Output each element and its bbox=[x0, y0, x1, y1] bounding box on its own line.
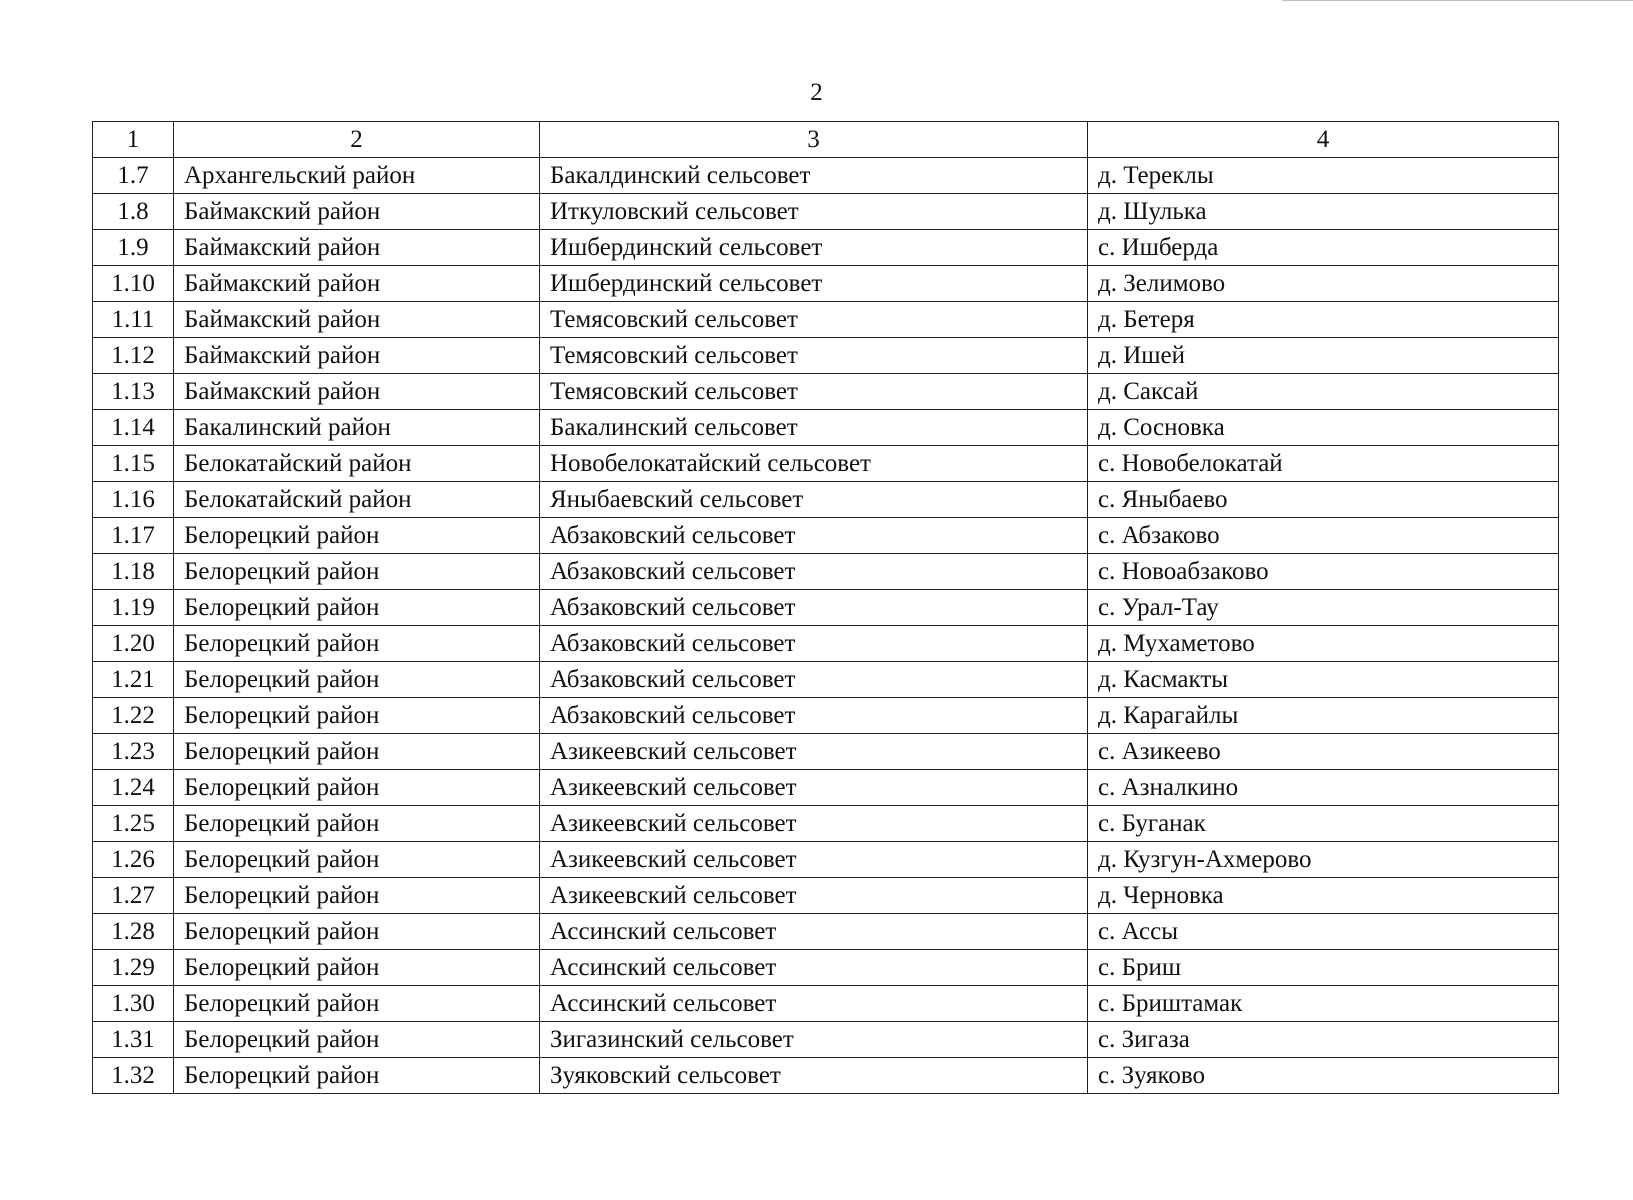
table-row bbox=[93, 518, 1559, 554]
header-cell-4: 4 bbox=[1088, 122, 1559, 158]
settlement-cell: д. Ишей bbox=[1088, 338, 1559, 374]
table-row bbox=[93, 266, 1559, 302]
table-row bbox=[93, 482, 1559, 518]
table-body bbox=[93, 158, 1559, 1094]
council-cell: Ассинский сельсовет bbox=[540, 950, 1088, 986]
table-row bbox=[93, 842, 1559, 878]
table-row bbox=[93, 770, 1559, 806]
row-number-cell: 1.17 bbox=[93, 518, 174, 554]
settlement-cell: д. Сосновка bbox=[1088, 410, 1559, 446]
row-number-cell: 1.31 bbox=[93, 1022, 174, 1058]
council-cell: Азикеевский сельсовет bbox=[540, 770, 1088, 806]
row-number-cell: 1.12 bbox=[93, 338, 174, 374]
district-cell: Белорецкий район bbox=[174, 950, 540, 986]
district-cell: Белокатайский район bbox=[174, 482, 540, 518]
district-cell: Баймакский район bbox=[174, 194, 540, 230]
row-number-cell: 1.30 bbox=[93, 986, 174, 1022]
council-cell: Новобелокатайский сельсовет bbox=[540, 446, 1088, 482]
row-number-cell: 1.9 bbox=[93, 230, 174, 266]
table-row bbox=[93, 554, 1559, 590]
table-row bbox=[93, 734, 1559, 770]
table-row bbox=[93, 230, 1559, 266]
table-row bbox=[93, 662, 1559, 698]
page-number: 2 bbox=[810, 79, 823, 106]
district-cell: Архангельский район bbox=[174, 158, 540, 194]
district-cell: Баймакский район bbox=[174, 230, 540, 266]
district-cell: Баймакский район bbox=[174, 374, 540, 410]
district-cell: Белорецкий район bbox=[174, 1058, 540, 1094]
table-header bbox=[93, 122, 1559, 158]
district-cell: Белокатайский район bbox=[174, 446, 540, 482]
district-cell: Белорецкий район bbox=[174, 518, 540, 554]
council-cell: Азикеевский сельсовет bbox=[540, 734, 1088, 770]
table-row bbox=[93, 446, 1559, 482]
council-cell: Зигазинский сельсовет bbox=[540, 1022, 1088, 1058]
table-row bbox=[93, 194, 1559, 230]
row-number-cell: 1.27 bbox=[93, 878, 174, 914]
table-row bbox=[93, 698, 1559, 734]
row-number-cell: 1.15 bbox=[93, 446, 174, 482]
council-cell: Абзаковский сельсовет bbox=[540, 554, 1088, 590]
header-cell-3: 3 bbox=[540, 122, 1088, 158]
council-cell: Азикеевский сельсовет bbox=[540, 878, 1088, 914]
council-cell: Абзаковский сельсовет bbox=[540, 698, 1088, 734]
row-number-cell: 1.7 bbox=[93, 158, 174, 194]
settlement-cell: д. Карагайлы bbox=[1088, 698, 1559, 734]
table-row bbox=[93, 410, 1559, 446]
table-row bbox=[93, 986, 1559, 1022]
scan-edge-line bbox=[1282, 0, 1633, 1]
row-number-cell: 1.11 bbox=[93, 302, 174, 338]
district-cell: Белорецкий район bbox=[174, 986, 540, 1022]
settlement-cell: д. Саксай bbox=[1088, 374, 1559, 410]
row-number-cell: 1.18 bbox=[93, 554, 174, 590]
settlement-cell: д. Зелимово bbox=[1088, 266, 1559, 302]
row-number-cell: 1.19 bbox=[93, 590, 174, 626]
settlement-cell: с. Яныбаево bbox=[1088, 482, 1559, 518]
council-cell: Абзаковский сельсовет bbox=[540, 626, 1088, 662]
settlements-table bbox=[92, 121, 1559, 1094]
table-row bbox=[93, 158, 1559, 194]
district-cell: Белорецкий район bbox=[174, 734, 540, 770]
table-row bbox=[93, 806, 1559, 842]
council-cell: Азикеевский сельсовет bbox=[540, 842, 1088, 878]
settlement-cell: с. Абзаково bbox=[1088, 518, 1559, 554]
council-cell: Темясовский сельсовет bbox=[540, 302, 1088, 338]
settlement-cell: д. Бетеря bbox=[1088, 302, 1559, 338]
district-cell: Белорецкий район bbox=[174, 1022, 540, 1058]
settlement-cell: с. Зуяково bbox=[1088, 1058, 1559, 1094]
council-cell: Абзаковский сельсовет bbox=[540, 662, 1088, 698]
settlement-cell: д. Касмакты bbox=[1088, 662, 1559, 698]
settlement-cell: с. Новоабзаково bbox=[1088, 554, 1559, 590]
row-number-cell: 1.22 bbox=[93, 698, 174, 734]
district-cell: Белорецкий район bbox=[174, 662, 540, 698]
row-number-cell: 1.28 bbox=[93, 914, 174, 950]
council-cell: Бакалинский сельсовет bbox=[540, 410, 1088, 446]
settlement-cell: с. Ишберда bbox=[1088, 230, 1559, 266]
settlement-cell: с. Новобелокатай bbox=[1088, 446, 1559, 482]
district-cell: Белорецкий район bbox=[174, 842, 540, 878]
district-cell: Белорецкий район bbox=[174, 770, 540, 806]
council-cell: Иткуловский сельсовет bbox=[540, 194, 1088, 230]
table-row bbox=[93, 374, 1559, 410]
header-row bbox=[93, 122, 1559, 158]
district-cell: Белорецкий район bbox=[174, 554, 540, 590]
council-cell: Абзаковский сельсовет bbox=[540, 518, 1088, 554]
district-cell: Баймакский район bbox=[174, 302, 540, 338]
district-cell: Белорецкий район bbox=[174, 806, 540, 842]
council-cell: Ассинский сельсовет bbox=[540, 986, 1088, 1022]
settlement-cell: с. Буганак bbox=[1088, 806, 1559, 842]
row-number-cell: 1.16 bbox=[93, 482, 174, 518]
settlement-cell: д. Шулька bbox=[1088, 194, 1559, 230]
row-number-cell: 1.21 bbox=[93, 662, 174, 698]
district-cell: Белорецкий район bbox=[174, 914, 540, 950]
row-number-cell: 1.32 bbox=[93, 1058, 174, 1094]
table-row bbox=[93, 338, 1559, 374]
settlement-cell: с. Урал-Тау bbox=[1088, 590, 1559, 626]
district-cell: Белорецкий район bbox=[174, 590, 540, 626]
table-row bbox=[93, 626, 1559, 662]
council-cell: Зуяковский сельсовет bbox=[540, 1058, 1088, 1094]
row-number-cell: 1.20 bbox=[93, 626, 174, 662]
table-row bbox=[93, 914, 1559, 950]
header-cell-1: 1 bbox=[93, 122, 174, 158]
row-number-cell: 1.13 bbox=[93, 374, 174, 410]
row-number-cell: 1.24 bbox=[93, 770, 174, 806]
settlement-cell: с. Бриштамак bbox=[1088, 986, 1559, 1022]
settlement-cell: д. Кузгун-Ахмерово bbox=[1088, 842, 1559, 878]
council-cell: Ассинский сельсовет bbox=[540, 914, 1088, 950]
table-row bbox=[93, 950, 1559, 986]
row-number-cell: 1.14 bbox=[93, 410, 174, 446]
row-number-cell: 1.23 bbox=[93, 734, 174, 770]
district-cell: Белорецкий район bbox=[174, 698, 540, 734]
row-number-cell: 1.25 bbox=[93, 806, 174, 842]
settlement-cell: д. Мухаметово bbox=[1088, 626, 1559, 662]
district-cell: Баймакский район bbox=[174, 266, 540, 302]
council-cell: Ишбердинский сельсовет bbox=[540, 266, 1088, 302]
settlement-cell: с. Азикеево bbox=[1088, 734, 1559, 770]
table-row bbox=[93, 1022, 1559, 1058]
council-cell: Азикеевский сельсовет bbox=[540, 806, 1088, 842]
row-number-cell: 1.8 bbox=[93, 194, 174, 230]
table-row bbox=[93, 878, 1559, 914]
header-cell-2: 2 bbox=[174, 122, 540, 158]
row-number-cell: 1.29 bbox=[93, 950, 174, 986]
district-cell: Белорецкий район bbox=[174, 878, 540, 914]
settlement-cell: с. Бриш bbox=[1088, 950, 1559, 986]
settlement-cell: д. Тереклы bbox=[1088, 158, 1559, 194]
district-cell: Белорецкий район bbox=[174, 626, 540, 662]
council-cell: Яныбаевский сельсовет bbox=[540, 482, 1088, 518]
row-number-cell: 1.10 bbox=[93, 266, 174, 302]
council-cell: Темясовский сельсовет bbox=[540, 374, 1088, 410]
council-cell: Темясовский сельсовет bbox=[540, 338, 1088, 374]
district-cell: Баймакский район bbox=[174, 338, 540, 374]
settlement-cell: с. Зигаза bbox=[1088, 1022, 1559, 1058]
settlement-cell: с. Ассы bbox=[1088, 914, 1559, 950]
settlement-cell: д. Черновка bbox=[1088, 878, 1559, 914]
council-cell: Бакалдинский сельсовет bbox=[540, 158, 1088, 194]
council-cell: Абзаковский сельсовет bbox=[540, 590, 1088, 626]
table-row bbox=[93, 302, 1559, 338]
settlement-cell: с. Азналкино bbox=[1088, 770, 1559, 806]
table-row bbox=[93, 1058, 1559, 1094]
council-cell: Ишбердинский сельсовет bbox=[540, 230, 1088, 266]
table-row bbox=[93, 590, 1559, 626]
row-number-cell: 1.26 bbox=[93, 842, 174, 878]
district-cell: Бакалинский район bbox=[174, 410, 540, 446]
